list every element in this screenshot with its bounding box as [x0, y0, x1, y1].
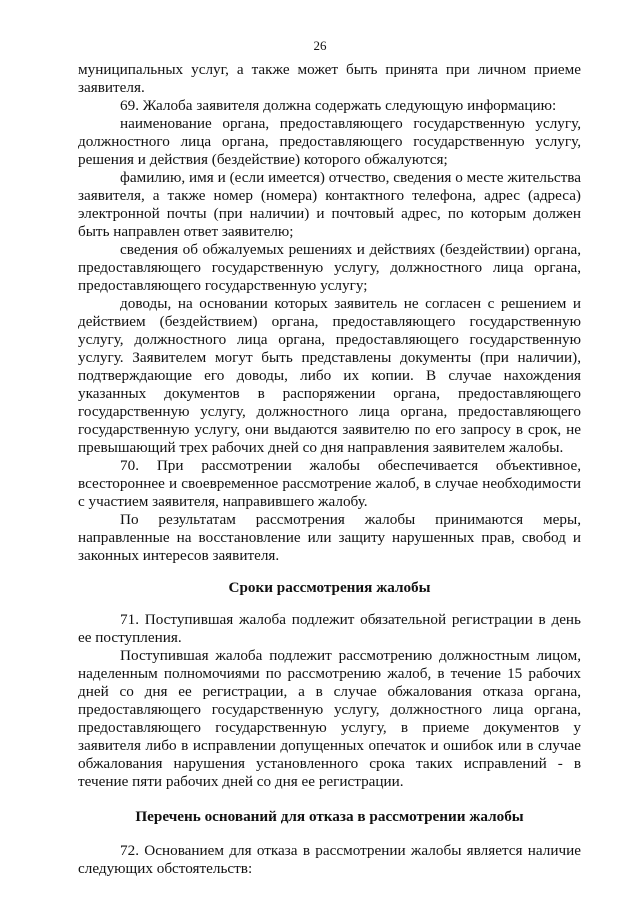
- section-heading: Перечень оснований для отказа в рассмотрении жалобы: [135, 808, 524, 825]
- paragraph: доводы, на основании которых заявитель не согласен с решением и действием (бездействием) органа, предоставляющего государственную услугу, должностного лица органа, предоставляющего государственную услугу. Заявителем могут быть представлены документы (при наличии), подтверждающие его доводы, либо их копии. В случае нахождения указанных документов в распоряжении органа, предоставляющего государственную услугу, должностного лица органа, предоставляющего государственную услугу, они выдаются заявителю по его запросу в срок, не превышающий трех рабочих дней со дня направления заявителем жалобы.: [78, 295, 581, 456]
- document-body: [78, 61, 581, 878]
- paragraph: фамилию, имя и (если имеется) отчество, сведения о месте жительства заявителя, а также номер (номера) контактного телефона, адрес (адреса) электронной почты (при наличии) и почтовый адрес, по которым должен быть направлен ответ заявителю;: [78, 169, 581, 240]
- paragraph: 69. Жалоба заявителя должна содержать следующую информацию:: [120, 97, 557, 114]
- page-number: 26: [313, 38, 327, 53]
- paragraph: наименование органа, предоставляющего государственную услугу, должностного лица органа, предоставляющего государственную услугу, решения и действия (бездействие) которого обжалуются;: [78, 115, 581, 168]
- paragraph: Поступившая жалоба подлежит рассмотрению должностным лицом, наделенным полномочиями по рассмотрению жалоб, в течение 15 рабочих дней со дня ее регистрации, а в случае обжалования отказа органа, предоставляющего государственную услугу, должностного лица органа, предоставляющего государственную услугу, в приеме документов у заявителя либо в исправлении допущенных опечаток и ошибок или в случае обжалования нарушения установленного срока таких исправлений - в течение пяти рабочих дней со дня ее регистрации.: [78, 647, 581, 790]
- paragraph: 70. При рассмотрении жалобы обеспечивается объективное, всестороннее и своевременное рассмотрение жалоб, в случае необходимости с участием заявителя, направившего жалобу.: [78, 457, 581, 510]
- section-heading: Сроки рассмотрения жалобы: [228, 579, 431, 596]
- paragraph: 71. Поступившая жалоба подлежит обязательной регистрации в день ее поступления.: [78, 611, 581, 646]
- paragraph: сведения об обжалуемых решениях и действиях (бездействии) органа, предоставляющего государственную услугу, должностного лица органа, предоставляющего государственную услугу;: [78, 241, 581, 294]
- paragraph: 72. Основанием для отказа в рассмотрении жалобы является наличие следующих обстоятельств:: [78, 842, 581, 877]
- paragraph: муниципальных услуг, а также может быть принята при личном приеме заявителя.: [78, 61, 581, 96]
- paragraph: По результатам рассмотрения жалобы принимаются меры, направленные на восстановление или защиту нарушенных прав, свобод и законных интересов заявителя.: [78, 511, 581, 564]
